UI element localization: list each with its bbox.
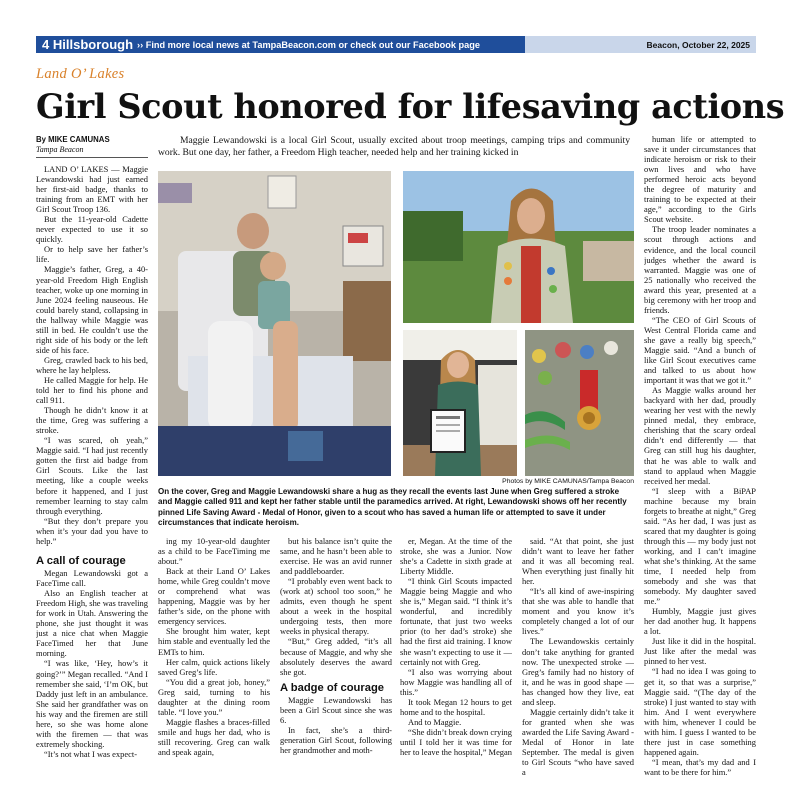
paragraph: Maggie Lewandowski has been a Girl Scout since she was 6. xyxy=(280,695,392,726)
body-column-1b xyxy=(36,553,148,786)
paragraph: human life or attempted to save it under circumstances that indicate heroism or risk to their own lives and who have performed heroic acts beyond the degree of maturity and training to be expected at their age,” according to the Girls Scout website. xyxy=(644,134,756,225)
paragraph: “I was like, ‘Hey, how’s it going?’” Megan recalled. “And I remember she said, ‘I’m OK, but Daddy just left in an ambulance. She said her grandfather was on his way and the firemen are still here, so she was home alone with the firemen — that was extremely shocking. xyxy=(36,658,148,749)
paragraph: “But they don’t prepare you when it’s your dad you have to help.” xyxy=(36,515,148,546)
edition-date: Beacon, October 22, 2025 xyxy=(525,36,756,53)
paragraph: said. “At that point, she just didn’t want to leave her father and it was all becoming real. When everything just finally hit her. xyxy=(522,536,634,587)
paragraph: ing my 10-year-old daughter as a child to be FaceTiming me about.” xyxy=(158,536,270,567)
byline-org: Tampa Beacon xyxy=(36,145,84,154)
page-header-bar xyxy=(36,36,525,53)
paragraph: Also an English teacher at Freedom High, she was traveling for work in Utah. Answering the phone, she just thought it was just a nice chat when Maggie FaceTimed her that June morning. xyxy=(36,588,148,659)
paragraph: er, Megan. At the time of the stroke, she was a Junior. Now she’s a Cadette in sixth grade at Liberty Middle. xyxy=(400,536,512,577)
body-column-6 xyxy=(644,134,756,786)
paragraph: As Maggie walks around her backyard with her dad, proudly wearing her vest with the newly pinned medal, they embrace, cherishing that the scary ordeal didn’t end differently — that Greg can still hug his daughter, that he was able to walk and stand to applaud when Maggie received her medal. xyxy=(644,385,756,486)
paragraph: “It’s not what I was expect- xyxy=(44,748,138,759)
paragraph: “I sleep with a BiPAP machine because my brain forgets to breathe at night,” Greg said. “As her dad, I was just as scared that my daughter is going through this — my body just not working, and I can’t imagine what she’s thinking. At the same time, I needed help from somebody and she was that somebody. My daughter saved me.” xyxy=(644,485,756,607)
paragraph: “I mean, that’s my dad and I want to be there for him.” xyxy=(644,756,756,777)
paragraph: “You did a great job, honey,” Greg said, turning to his daughter at the dining room table. “I love you.” xyxy=(158,676,270,717)
paragraph: Or to help save her father’s life. xyxy=(36,244,148,265)
photo-credit: Photos by MIKE CAMUNAS/Tampa Beacon xyxy=(502,478,634,485)
paragraph: “It’s all kind of awe-inspiring that she was able to handle that moment and you know it’s completely changed a lot of our lives.” xyxy=(522,586,634,637)
section-name: Hillsborough xyxy=(52,37,134,52)
photo-girl-with-vest xyxy=(403,171,634,323)
photo-hospital-hug xyxy=(158,171,391,476)
page-number: 4 Hillsborough xyxy=(42,37,134,52)
byline-divider xyxy=(36,157,148,158)
paragraph: “The CEO of Girl Scouts of West Central Florida came and she gave a really big speech,” Maggie said. “And a bunch of like Girl Scout executives came and talked to us about how important it was that we got it.” xyxy=(644,314,756,386)
subhead-call-of-courage: A call of courage xyxy=(36,555,126,567)
body-column-4 xyxy=(400,536,512,786)
paragraph: but his balance isn’t quite the same, and he hasn’t been able to exercise. He was an avid runner and paddleboarder. xyxy=(280,536,392,577)
paragraph: In fact, she’s a third-generation Girl Scout, following her grandmother and moth- xyxy=(280,725,392,756)
paragraph: “But,” Greg added, “it’s all because of Maggie, and why she absolutely deserves the award she got. xyxy=(280,636,392,677)
paragraph: Megan Lewandowski got a FaceTime call. xyxy=(36,568,148,589)
paragraph: And to Maggie. xyxy=(408,716,462,727)
paragraph: “I was scared, oh yeah,” Maggie said. “I had just recently gotten the first aid badge from Girl Scouts. Like the last meeting, like a couple weeks before it happened, and I just remember learning to stay calm through everything. xyxy=(36,435,148,516)
photo-girl-with-certificate xyxy=(403,330,517,476)
paragraph: Just like it did in the hospital. Just like after the medal was pinned to her vest. xyxy=(644,636,756,667)
kicker: Land O’ Lakes xyxy=(36,66,125,82)
paragraph: Maggie’s father, Greg, a 40-year-old Freedom High English teacher, woke up one morning in June 2024 feeling nauseous. He could barely stand, collapsing in the hallway while Maggie was still in bed. He couldn’t use the right side of his body or the left side of his face. xyxy=(36,264,148,355)
body-column-1 xyxy=(36,164,148,553)
body-column-3 xyxy=(280,536,392,680)
byline xyxy=(36,135,148,155)
photo-medal-closeup xyxy=(525,330,634,476)
body-column-3b xyxy=(280,680,392,786)
paragraph: Maggie flashes a braces-filled smile and hugs her dad, who is still recovering. Greg can walk and speak again, xyxy=(158,716,270,757)
deck-text: Maggie Lewandowski is a local Girl Scout, usually excited about troop meetings, camping trips and community work. But one day, her father, a Freedom High teacher, needed help and her training kicked in xyxy=(158,135,630,158)
paragraph: Her calm, quick actions likely saved Greg’s life. xyxy=(158,656,270,677)
paragraph: “I think Girl Scouts impacted Maggie being Maggie and who she is,” Megan said. “I think it’s wonderful, and incredibly fortunate, that just two weeks prior (to her dad’s stroke) she had the first aid training. I know she wasn’t expecting to use it — certainly not with Greg. xyxy=(400,576,512,667)
paragraph: But the 11-year-old Cadette never expected to use it so quickly. xyxy=(36,214,148,245)
hospital-photo-image xyxy=(158,171,391,476)
paragraph: The troop leader nominates a scout through actions and evidence, and the local council judges whether the award is warranted. Maggie was one of 25 nationally who received the award this year, presented at a big ceremony with her troop and friends. xyxy=(644,224,756,315)
body-column-2 xyxy=(158,536,270,786)
headline: Girl Scout honored for lifesaving actions xyxy=(36,87,785,126)
paragraph: Greg, crawled back to his bed, where he lay helpless. xyxy=(36,354,148,375)
body-column-5 xyxy=(522,536,634,786)
paragraph: LAND O’ LAKES — Maggie Lewandowski had just earned her first-aid badge, thanks to training from an EMT with her Girl Scout Troop 136. xyxy=(36,164,148,215)
paragraph: Maggie certainly didn’t take it for granted when she was awarded the Life Saving Award - Medal of Honor in late September. The medal is given to Girl Scouts “who have saved a xyxy=(522,706,634,778)
byline-author: By MIKE CAMUNAS xyxy=(36,135,110,144)
paragraph: Though he didn’t know it at the time, Greg was suffering a stroke. xyxy=(36,405,148,436)
paragraph: “I probably even went back to (work at) school too soon,” he admits, even though he spent about a week in the hospital undergoing tests, then more weeks in physical therapy. xyxy=(280,576,392,637)
certificate-photo-image xyxy=(403,330,517,476)
paragraph: He called Maggie for help. He told her to find his phone and call 911. xyxy=(36,374,148,406)
paragraph: Humbly, Maggie just gives her dad another hug. It happens a lot. xyxy=(644,606,756,637)
paragraph: “I had no idea I was going to get it, so that was a surprise,” Maggie said. “(The day of the stroke) I just wanted to stay with him. And I went everywhere with him, whenever I could be with him. I guess I wanted to be there just in case something happened again. xyxy=(644,666,756,757)
paragraph: The Lewandowskis certainly don’t take anything for granted now. The unexpected stroke — Greg’s family had no history of it, and he was in good shape — has changed how they live, eat and sleep. xyxy=(522,636,634,707)
subhead-badge-of-courage: A badge of courage xyxy=(280,682,385,694)
paragraph: It took Megan 12 hours to get home and to the hospital. xyxy=(400,696,512,717)
photo-caption: On the cover, Greg and Maggie Lewandowski share a hug as they recall the events last June when Greg suffered a stroke and Maggie called 911 and kept her father stable until the paramedics arrived. At right, Lewandowski shows off her recently pinned Life Saving Award - Medal of Honor, given to a scout who has saved a human life or attempted to save it under circumstances that indicate heroism. xyxy=(158,487,627,527)
paragraph: “I also was worrying about how Maggie was handling all of this.” xyxy=(400,666,512,697)
paragraph: She brought him water, kept him stable and eventually led the EMTs to him. xyxy=(158,626,270,657)
medal-photo-image xyxy=(525,330,634,476)
promo-link[interactable]: ›› Find more local news at TampaBeacon.com or check out our Facebook page xyxy=(137,39,480,50)
paragraph: “She didn’t break down crying until I told her it was time for her to leave the hospital,” Megan xyxy=(400,726,512,757)
girl-vest-photo-image xyxy=(403,171,634,323)
paragraph: Back at their Land O’ Lakes home, while Greg couldn’t move or comprehend what was happening, Maggie was by her father’s side, on the phone with emergency services. xyxy=(158,566,270,627)
